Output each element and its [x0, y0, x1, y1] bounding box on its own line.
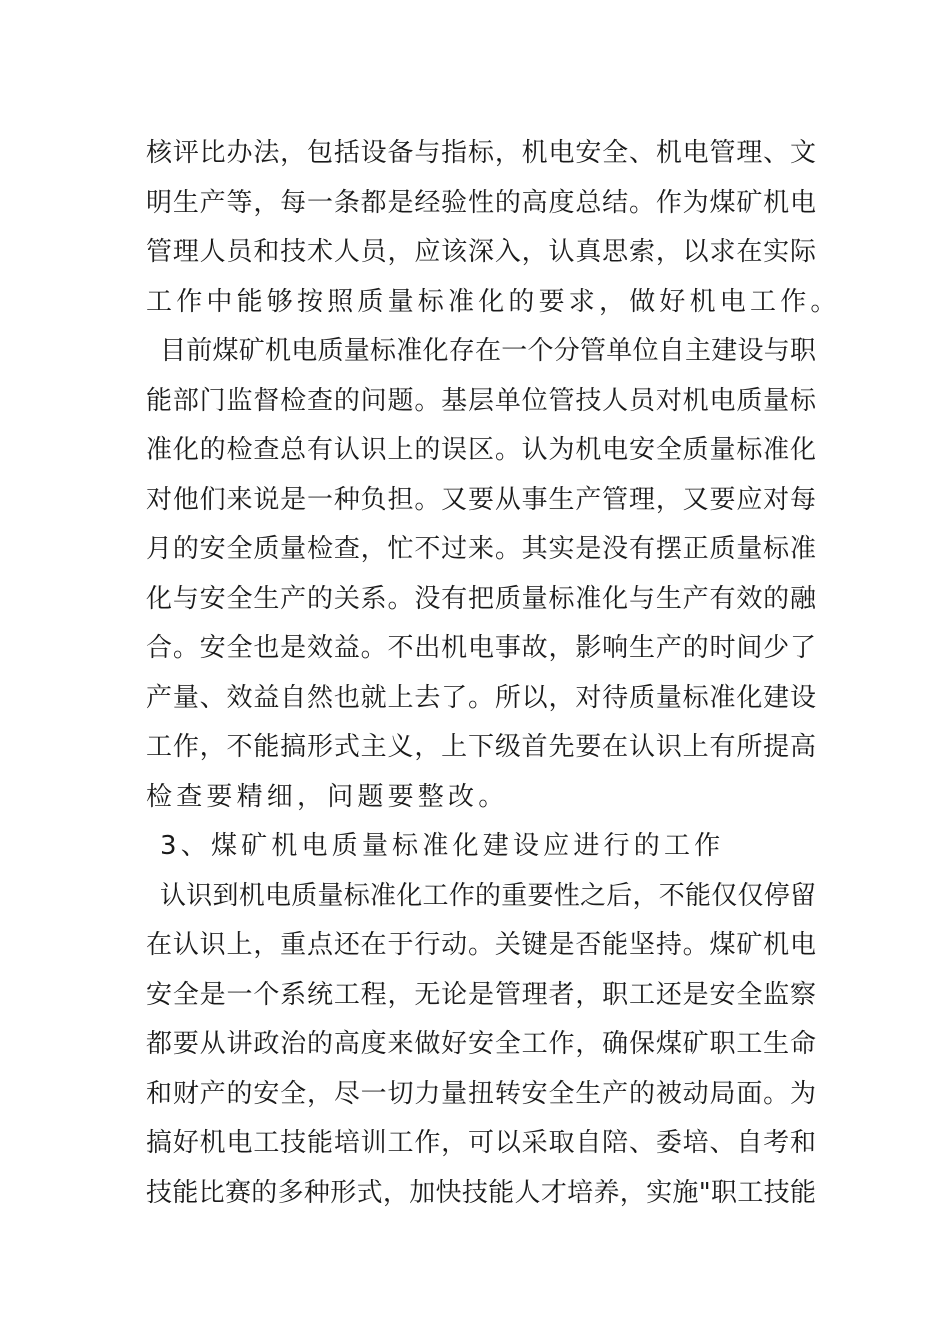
text-line: 工作，不能搞形式主义，上下级首先要在认识上有所提高 [146, 732, 816, 762]
paragraph-start-line: 目前煤矿机电质量标准化存在一个分管单位自主建设与职 [160, 336, 816, 366]
section-heading: 3、煤矿机电质量标准化建设应进行的工作 [160, 831, 725, 861]
text-line: 产量、效益自然也就上去了。所以，对待质量标准化建设 [146, 682, 816, 713]
paragraph-start-line: 认识到机电质量标准化工作的重要性之后，不能仅仅停留 [160, 880, 816, 911]
text-line: 都要从讲政治的高度来做好安全工作，确保煤矿职工生命 [146, 1029, 816, 1059]
text-line: 在认识上，重点还在于行动。关键是否能坚持。煤矿机电 [146, 930, 816, 960]
body-text [146, 129, 841, 1218]
text-line: 检查要精细，问题要整改。 [146, 781, 509, 812]
text-line: 准化的检查总有认识上的误区。认为机电安全质量标准化 [146, 435, 816, 465]
text-line: 合。安全也是效益。不出机电事故，影响生产的时间少了 [146, 633, 816, 663]
text-line: 安全是一个系统工程，无论是管理者，职工还是安全监察 [146, 979, 816, 1010]
text-line: 工作中能够按照质量标准化的要求，做好机电工作。 [146, 286, 841, 317]
text-line: 化与安全生产的关系。没有把质量标准化与生产有效的融 [146, 583, 816, 614]
text-line: 搞好机电工技能培训工作，可以采取自陪、委培、自考和 [146, 1128, 816, 1158]
text-line: 和财产的安全，尽一切力量扭转安全生产的被动局面。为 [146, 1078, 816, 1109]
text-line: 能部门监督检查的问题。基层单位管技人员对机电质量标 [146, 385, 816, 416]
text-line: 月的安全质量检查，忙不过来。其实是没有摆正质量标准 [146, 534, 816, 564]
text-line: 管理人员和技术人员，应该深入，认真思索，以求在实际 [146, 237, 816, 267]
text-line: 核评比办法，包括设备与指标，机电安全、机电管理、文 [146, 138, 816, 168]
text-line: 明生产等，每一条都是经验性的高度总结。作为煤矿机电 [146, 187, 816, 218]
text-line: 技能比赛的多种形式，加快技能人才培养，实施"职工技能 [146, 1177, 816, 1208]
text-line: 对他们来说是一种负担。又要从事生产管理，又要应对每 [146, 484, 816, 515]
